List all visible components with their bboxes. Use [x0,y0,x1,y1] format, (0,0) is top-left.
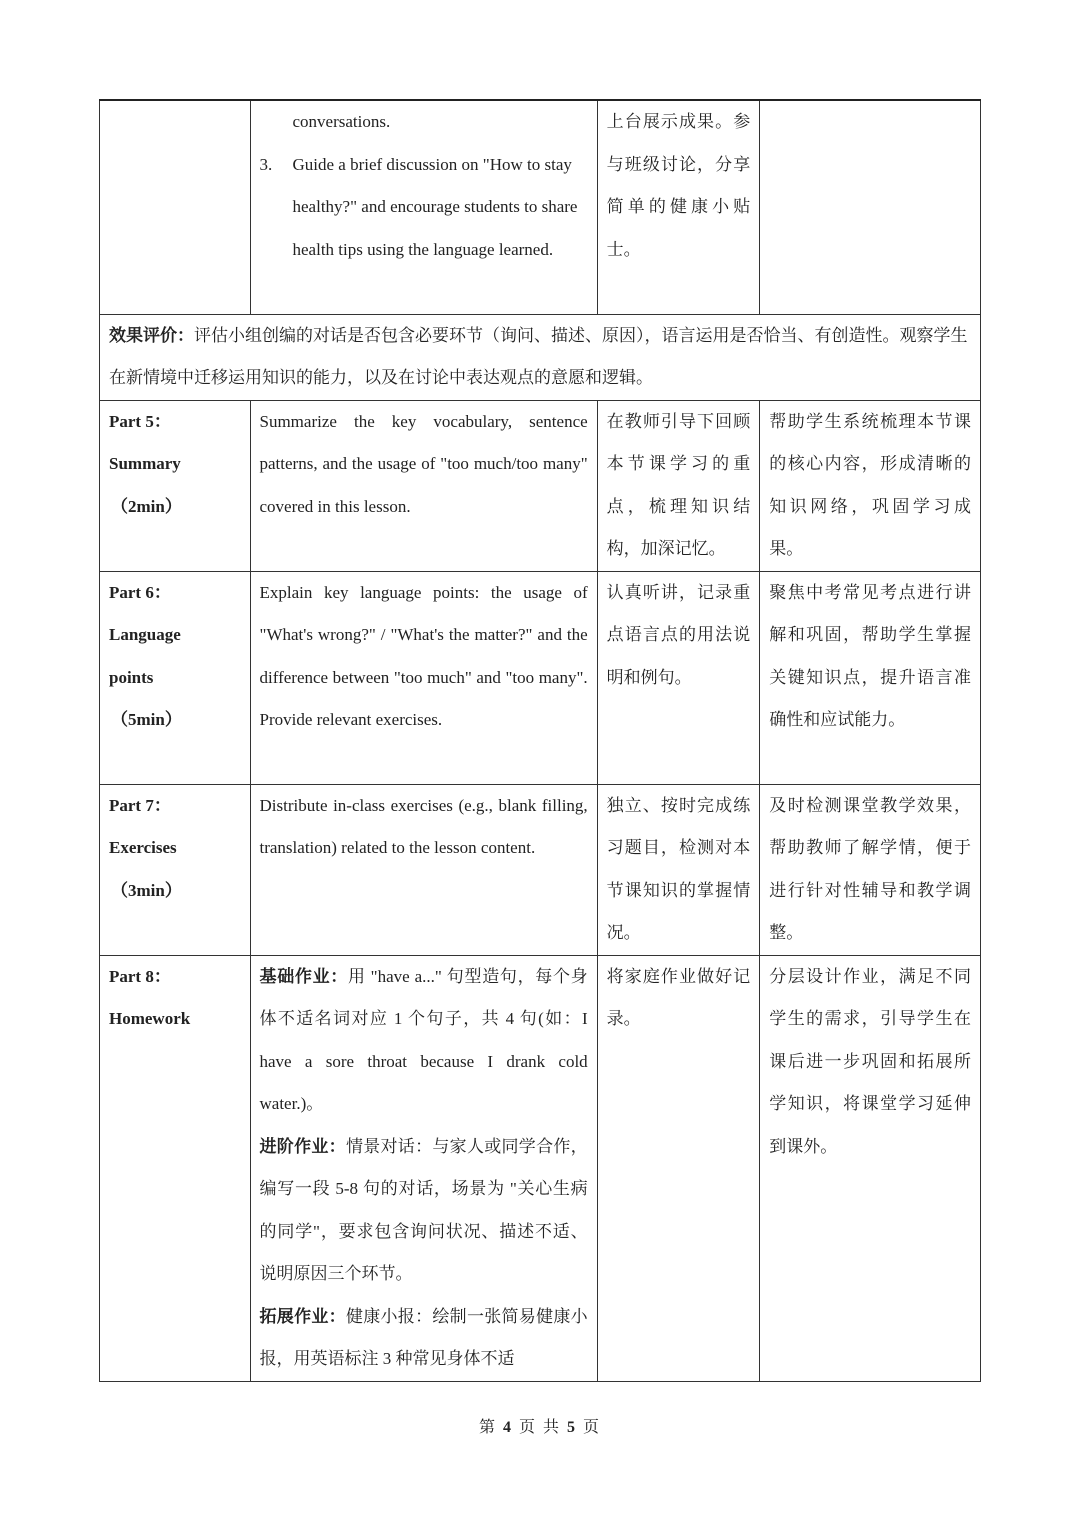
design-purpose-cell: 聚焦中考常见考点进行讲解和巩固，帮助学生掌握关键知识点，提升语言准确性和应试能力。 [760,571,981,784]
page-number: 4 [502,1419,513,1436]
table-row-continued [100,100,981,314]
list-item [260,144,588,272]
part-cell [100,400,251,571]
part-name: Exercises [109,838,177,857]
homework-extension [260,1296,588,1381]
teacher-activity-cell [250,955,597,1381]
lesson-plan-table [99,99,981,1382]
homework-basic [260,956,588,1126]
student-activity-cell: 独立、按时完成练习题目，检测对本节课知识的掌握情况。 [597,784,760,955]
design-purpose-cell: 分层设计作业，满足不同学生的需求，引导学生在课后进一步巩固和拓展所学知识，将课堂学习延伸到课外。 [760,955,981,1381]
list-item-text: conversations. [292,112,391,131]
student-activity-cell: 将家庭作业做好记录。 [597,955,760,1381]
table-row-part6 [100,571,981,784]
evaluation-cell [100,314,981,400]
part-name-continued: points [109,667,154,687]
part-cell [100,100,251,314]
table-row-part7 [100,784,981,955]
part-name: Homework [109,1009,191,1028]
homework-extension-text: 健康小报：绘制一张简易健康小报，用英语标注 3 种常见身体不适 [259,1306,588,1368]
design-purpose-cell [760,100,981,314]
table-row-part8 [100,955,981,1381]
student-activity-cell: 上台展示成果。参与班级讨论，分享简单的健康小贴士。 [597,100,760,314]
homework-advanced [260,1126,588,1296]
part-name: Language [109,625,181,644]
design-purpose-cell: 帮助学生系统梳理本节课的核心内容，形成清晰的知识网络，巩固学习成果。 [760,400,981,571]
homework-advanced-text: 情景对话：与家人或同学合作，编写一段 5-8 句的对话，场景为 "关心生病的同学"，要求包含询问状况、描述不适、说明原因三个环节。 [259,1136,588,1283]
part-label: Part 6： [109,582,171,602]
part-cell [100,784,251,955]
student-activity-cell: 认真听讲，记录重点语言点的用法说明和例句。 [597,571,760,784]
part-name: Summary [109,454,181,473]
homework-advanced-label: 进阶作业： [259,1136,346,1156]
list-item-number: 3. [259,154,273,174]
part-duration: （2min） [111,496,182,516]
part-label: Part 8： [109,966,171,986]
evaluation-label: 效果评价： [109,325,194,345]
teacher-activity-cell: Distribute in-class exercises (e.g., blank filling, translation) related to the lesson content. [250,784,597,955]
part-cell [100,955,251,1381]
footer-mid: 页 共 [518,1419,561,1436]
part-label: Part 5： [109,411,171,431]
page-total: 5 [567,1419,577,1436]
part-label: Part 7： [109,795,171,815]
teacher-activity-cell: Explain key language points: the usage of "What's wrong?" / "What's the matter?" and the difference between "too much" and "too many". Provide relevant exercises. [250,571,597,784]
homework-basic-label: 基础作业： [259,966,348,986]
teacher-activity-cell [250,100,597,314]
student-activity-cell: 在教师引导下回顾本节课学习的重点，梳理知识结构，加深记忆。 [597,400,760,571]
list-item [260,101,588,144]
list-item-text: Guide a brief discussion on "How to stay healthy?" and encourage students to share health tips using the language learned. [292,154,578,259]
page-footer [0,1414,1080,1437]
table-row-part5 [100,400,981,571]
homework-basic-text: 用 "have a..." 句型造句，每个身体不适名词对应 1 个句子，共 4 句(如：I have a sore throat because I drank cold water.)。 [259,966,588,1113]
evaluation-row [100,314,981,400]
evaluation-text: 评估小组创编的对话是否包含必要环节（询问、描述、原因），语言运用是否恰当、有创造性。观察学生在新情境中迁移运用知识的能力，以及在讨论中表达观点的意愿和逻辑。 [109,325,968,387]
homework-extension-label: 拓展作业： [259,1306,346,1326]
part-duration: （5min） [111,710,182,729]
teacher-activity-cell: Summarize the key vocabulary, sentence patterns, and the usage of "too much/too many" covered in this lesson. [250,400,597,571]
part-duration: （3min） [111,880,182,900]
footer-prefix: 第 [478,1419,497,1436]
part-cell [100,571,251,784]
footer-suffix: 页 [583,1419,602,1436]
design-purpose-cell: 及时检测课堂教学效果，帮助教师了解学情，便于进行针对性辅导和教学调整。 [760,784,981,955]
